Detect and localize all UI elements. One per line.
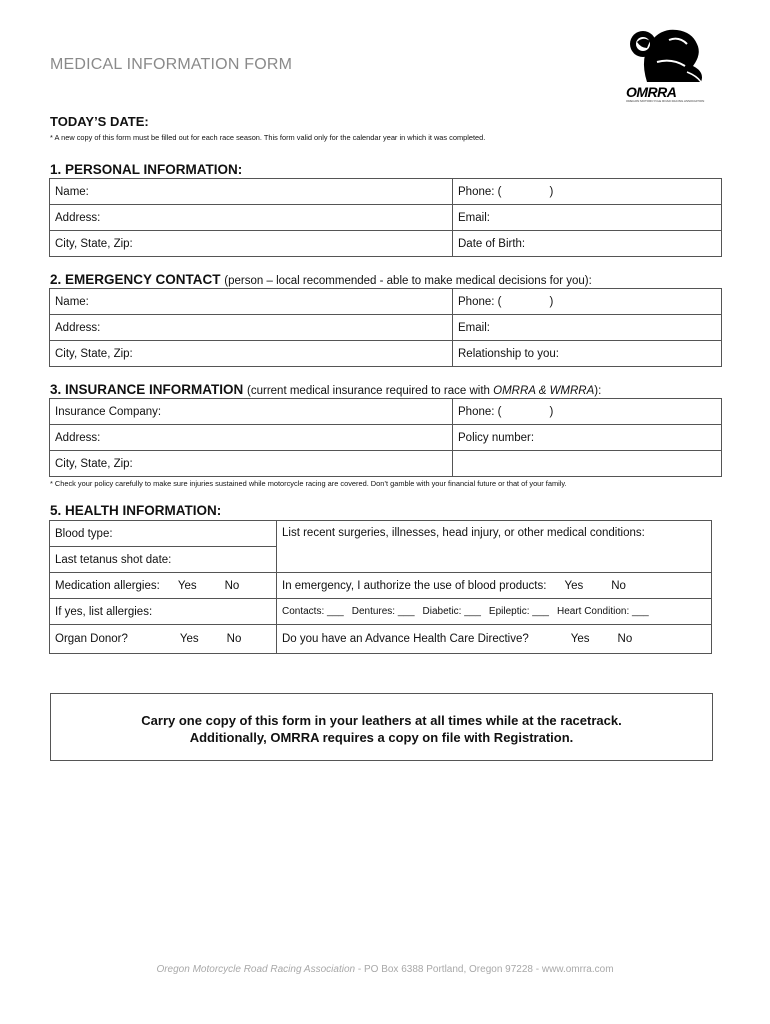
table-row xyxy=(50,179,722,205)
phone-close: ) xyxy=(549,295,554,308)
insurance-heading xyxy=(50,382,601,397)
phone-label: Phone: ( xyxy=(458,295,502,308)
table-row xyxy=(50,231,722,257)
conditions-checklist xyxy=(277,599,712,625)
emergency-address-field[interactable]: Address: xyxy=(50,315,453,341)
blood-products-label: In emergency, I authorize the use of blood products: xyxy=(282,579,547,592)
directive-yes-option[interactable]: Yes xyxy=(570,633,590,645)
insurance-sub-suffix: ): xyxy=(594,385,602,397)
blood-type-field[interactable]: Blood type: xyxy=(50,521,277,547)
diabetic-option[interactable]: Diabetic: ___ xyxy=(422,606,481,617)
insurance-note: * Check your policy carefully to make sure injuries sustained while motorcycle racing are covered. Don’t gamble with your financial future or that of your family. xyxy=(50,479,567,488)
insurance-phone-field[interactable] xyxy=(453,399,722,425)
heart-condition-option[interactable]: Heart Condition: ___ xyxy=(556,606,649,617)
insurance-heading-text: 3. INSURANCE INFORMATION xyxy=(50,382,244,397)
allergies-yes-option[interactable]: Yes xyxy=(177,579,197,592)
emergency-city-field[interactable]: City, State, Zip: xyxy=(50,341,453,367)
allergies-no-option[interactable]: No xyxy=(224,579,240,592)
organ-donor-field[interactable] xyxy=(50,625,277,654)
emergency-heading xyxy=(50,272,592,287)
todays-date-label[interactable]: TODAY’S DATE: xyxy=(50,114,149,129)
personal-city-field[interactable]: City, State, Zip: xyxy=(50,231,453,257)
personal-phone-field[interactable] xyxy=(453,179,722,205)
emergency-phone-field[interactable] xyxy=(453,289,722,315)
table-row xyxy=(50,625,712,654)
list-allergies-field[interactable]: If yes, list allergies: xyxy=(50,599,277,625)
insurance-sub-prefix: (current medical insurance required to race with xyxy=(247,385,494,397)
notice-line-2: Additionally, OMRRA requires a copy on file with Registration. xyxy=(189,730,574,745)
emergency-heading-text: 2. EMERGENCY CONTACT xyxy=(50,272,221,287)
emergency-table xyxy=(49,288,722,367)
phone-label: Phone: ( xyxy=(458,185,502,198)
footer xyxy=(0,964,770,975)
season-note: * A new copy of this form must be filled out for each race season. This form valid only for the calendar year in which it was completed. xyxy=(50,133,486,142)
phone-label: Phone: ( xyxy=(458,405,502,418)
phone-close: ) xyxy=(549,405,554,418)
insurance-table xyxy=(49,398,722,477)
carry-notice-box xyxy=(50,693,713,761)
table-row xyxy=(50,451,722,477)
blood-products-no-option[interactable]: No xyxy=(611,579,626,592)
personal-table xyxy=(49,178,722,257)
table-row xyxy=(50,599,712,625)
contacts-option[interactable]: Contacts: ___ xyxy=(282,606,344,617)
health-table xyxy=(49,520,712,654)
emergency-relationship-field[interactable]: Relationship to you: xyxy=(453,341,722,367)
emergency-name-field[interactable]: Name: xyxy=(50,289,453,315)
notice-line-1: Carry one copy of this form in your leathers at all times while at the racetrack. xyxy=(141,713,622,728)
emergency-subheading: (person – local recommended - able to make medical decisions for you): xyxy=(224,275,592,287)
medication-allergies-field[interactable] xyxy=(50,573,277,599)
recent-conditions-field[interactable]: List recent surgeries, illnesses, head injury, or other medical conditions: xyxy=(277,521,712,573)
directive-field[interactable] xyxy=(277,625,712,654)
personal-heading: 1. PERSONAL INFORMATION: xyxy=(50,162,243,177)
table-row xyxy=(50,425,722,451)
insurance-subheading xyxy=(247,385,601,397)
blood-products-yes-option[interactable]: Yes xyxy=(564,579,584,592)
organ-donor-no-option[interactable]: No xyxy=(226,633,242,645)
table-row xyxy=(50,573,712,599)
dentures-option[interactable]: Dentures: ___ xyxy=(351,606,415,617)
table-row xyxy=(50,315,722,341)
omrra-logo xyxy=(617,22,717,104)
epileptic-option[interactable]: Epileptic: ___ xyxy=(488,606,549,617)
personal-email-field[interactable]: Email: xyxy=(453,205,722,231)
medication-allergies-label: Medication allergies: xyxy=(55,579,160,592)
directive-label: Do you have an Advance Health Care Directive? xyxy=(282,633,529,645)
insurance-sub-orgs: OMRRA & WMRRA xyxy=(493,385,595,397)
motorcycle-racer-icon xyxy=(617,22,717,86)
insurance-company-field[interactable]: Insurance Company: xyxy=(50,399,453,425)
blood-products-field[interactable] xyxy=(277,573,712,599)
phone-close: ) xyxy=(549,185,554,198)
table-row xyxy=(50,399,722,425)
personal-dob-field[interactable]: Date of Birth: xyxy=(453,231,722,257)
logo-tagline: OREGON MOTORCYCLE ROAD RACING ASSOCIATION xyxy=(626,99,705,103)
emergency-email-field[interactable]: Email: xyxy=(453,315,722,341)
insurance-address-field[interactable]: Address: xyxy=(50,425,453,451)
insurance-empty-cell[interactable] xyxy=(453,451,722,477)
footer-org: Oregon Motorcycle Road Racing Association xyxy=(156,964,356,975)
personal-name-field[interactable]: Name: xyxy=(50,179,453,205)
tetanus-field[interactable]: Last tetanus shot date: xyxy=(50,547,277,573)
organ-donor-label: Organ Donor? xyxy=(55,633,128,645)
form-title: MEDICAL INFORMATION FORM xyxy=(50,56,293,73)
insurance-policy-field[interactable]: Policy number: xyxy=(453,425,722,451)
insurance-city-field[interactable]: City, State, Zip: xyxy=(50,451,453,477)
personal-address-field[interactable]: Address: xyxy=(50,205,453,231)
table-row xyxy=(50,289,722,315)
directive-no-option[interactable]: No xyxy=(617,633,633,645)
health-heading: 5. HEALTH INFORMATION: xyxy=(50,503,222,518)
table-row xyxy=(50,521,712,547)
organ-donor-yes-option[interactable]: Yes xyxy=(179,633,199,645)
footer-address: - PO Box 6388 Portland, Oregon 97228 - www.omrra.com xyxy=(355,964,614,975)
table-row xyxy=(50,341,722,367)
table-row xyxy=(50,205,722,231)
logo-text: OMRRA xyxy=(626,84,677,100)
